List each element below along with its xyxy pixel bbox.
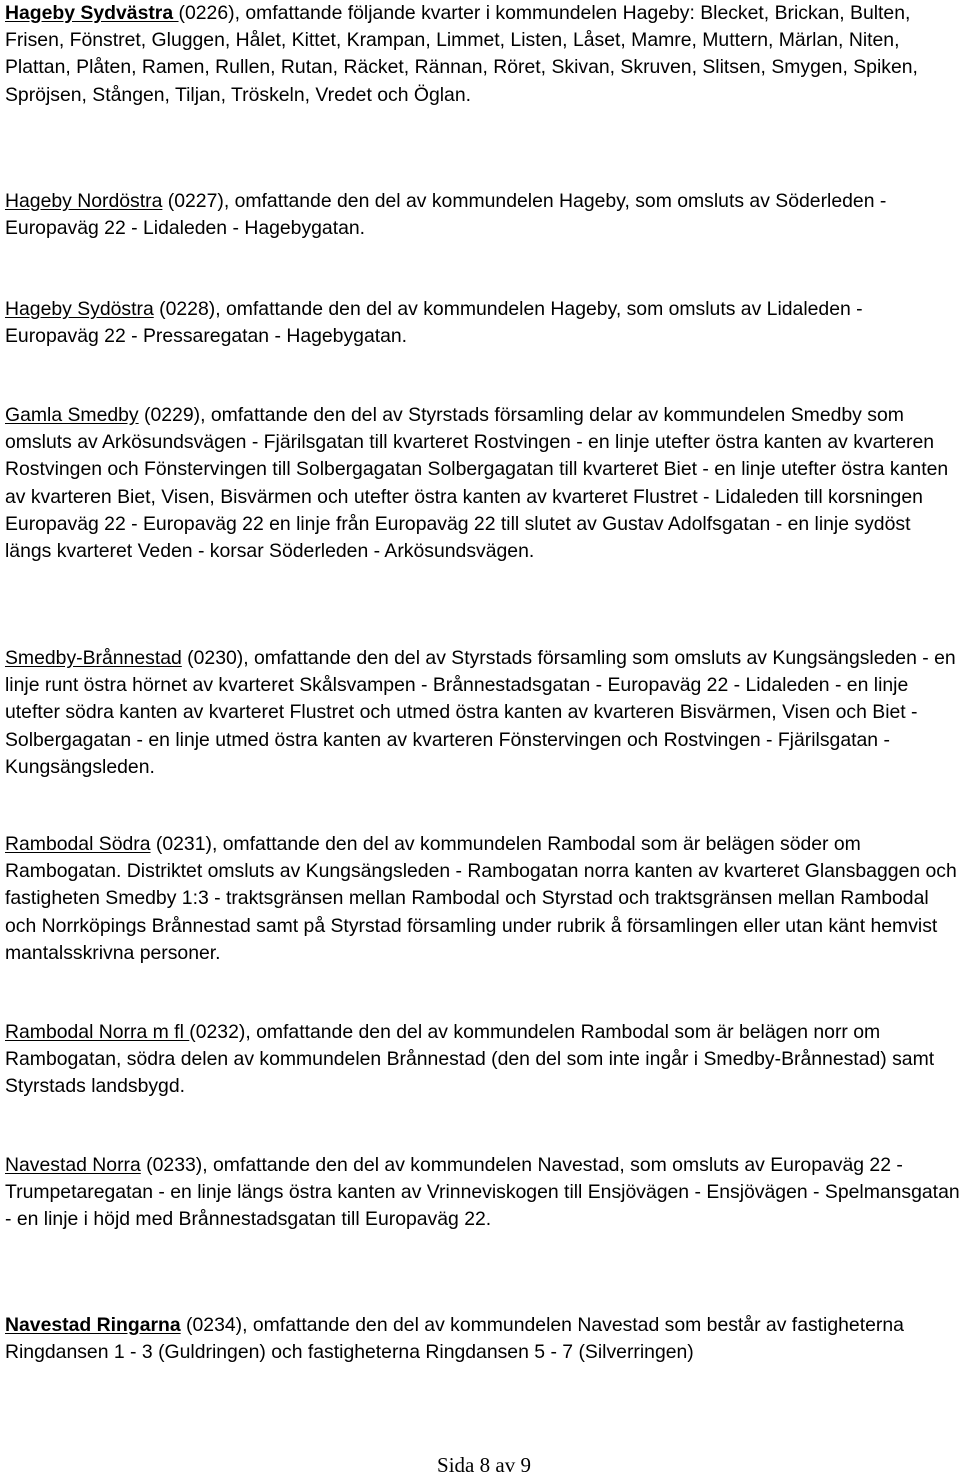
paragraph-rambodal-norra — [5, 1019, 960, 1101]
page-number: Sida 8 av 9 — [437, 1453, 531, 1477]
paragraph-navestad-norra — [5, 1152, 960, 1234]
paragraph-heading: Hageby Sydvästra — [5, 2, 179, 24]
paragraph-text: (0233), omfattande den del av kommundelen Navestad, som omsluts av Europaväg 22 - Trumpetaregatan - en linje längs östra kanten av Vrinneviskogen till Ensjövägen - Ensjövägen - Spelmansgatan - en linje i höjd med Brånnestadsgatan till Europaväg 22. — [5, 1154, 960, 1231]
paragraph-heading: Rambodal Södra — [5, 833, 151, 855]
paragraph-heading: Navestad Norra — [5, 1154, 141, 1176]
paragraph-text: (0234), omfattande den del av kommundelen Navestad som består av fastigheterna Ringdansen 1 - 3 (Guldringen) och fastigheterna Ringdansen 5 - 7 (Silverringen) — [5, 1314, 904, 1364]
paragraph-text: (0228), omfattande den del av kommundelen Hageby, som omsluts av Lidaleden - Europaväg 22 - Pressaregatan - Hagebygatan. — [5, 298, 863, 348]
paragraph-text: (0229), omfattande den del av Styrstads församling delar av kommundelen Smedby som omsluts av Arkösundsvägen - Fjärilsgatan till kvarteret Rostvingen - en linje utefter östra kanten av kvarteren Rostvingen och Fönstervingen till Solbergagatan Solbergagatan till kvarteret Biet - en linje utefter östra kanten av kvarteren Biet, Visen, Bisvärmen och utefter östra kanten av kvarteret Flustret - Lidaleden till korsningen Europaväg 22 - Europaväg 22 en linje från Europaväg 22 till slutet av Gustav Adolfsgatan - en linje sydöst längs kvarteret Veden - korsar Söderleden - Arkösundsvägen. — [5, 404, 949, 563]
paragraph-text: (0232), omfattande den del av kommundelen Rambodal som är belägen norr om Rambogatan, södra delen av kommundelen Brånnestad (den del som inte ingår i Smedby-Brånnestad) samt Styrstads landsbygd. — [5, 1021, 935, 1098]
paragraph-rambodal-sodra — [5, 831, 960, 967]
paragraph-text: (0230), omfattande den del av Styrstads församling som omsluts av Kungsängsleden - en linje runt östra hörnet av kvarteret Skålsvampen - Brånnestadsgatan - Europaväg 22 - Lidaleden - en linje utefter södra kanten av kvarteret Flustret och utmed östra kanten av kvarteren Bisvärmen, Visen och Biet - Solbergagatan - en linje utmed östra kanten av kvarteren Fönstervingen och Rostvingen - Fjärilsgatan - Kungsängsleden. — [5, 647, 956, 778]
paragraph-text: (0227), omfattande den del av kommundelen Hageby, som omsluts av Söderleden - Europaväg 22 - Lidaleden - Hagebygatan. — [5, 190, 887, 240]
paragraph-heading: Gamla Smedby — [5, 404, 139, 426]
paragraph-text: (0231), omfattande den del av kommundelen Rambodal som är belägen söder om Rambogatan. Distriktet omsluts av Kungsängsleden - Rambogatan norra kanten av kvarteret Glansbaggen och fastigheten Smedby 1:3 - traktsgränsen mellan Rambodal och Styrstad och traktsgränsen mellan Rambodal och Norrköpings Brånnestad samt på Styrstad församling under rubrik å församlingen eller utan känt hemvist mantalsskrivna personer. — [5, 833, 957, 964]
paragraph-heading: Rambodal Norra m fl — [5, 1021, 190, 1043]
paragraph-text: (0226), omfattande följande kvarter i kommundelen Hageby: Blecket, Brickan, Bulten, Frisen, Fönstret, Gluggen, Hålet, Kittet, Krampan, Limmet, Listen, Låset, Mamre, Muttern, Märlan, Niten, Plattan, Plåten, Ramen, Rullen, Rutan, Räcket, Rännan, Röret, Skivan, Skruven, Slitsen, Smygen, Spiken, Spröjsen, Stången, Tiljan, Tröskeln, Vredet och Öglan. — [5, 2, 918, 106]
paragraph-smedby-brannestad — [5, 645, 960, 781]
paragraph-hageby-nordostra — [5, 188, 960, 242]
paragraph-heading: Hageby Nordöstra — [5, 190, 163, 212]
paragraph-heading: Hageby Sydöstra — [5, 298, 154, 320]
paragraph-hageby-sydvastra — [5, 0, 960, 109]
paragraph-heading: Navestad Ringarna — [5, 1314, 181, 1336]
paragraph-heading: Smedby-Brånnestad — [5, 647, 182, 669]
paragraph-hageby-sydostra — [5, 296, 960, 350]
paragraph-gamla-smedby — [5, 402, 960, 565]
paragraph-navestad-ringarna — [5, 1312, 960, 1366]
